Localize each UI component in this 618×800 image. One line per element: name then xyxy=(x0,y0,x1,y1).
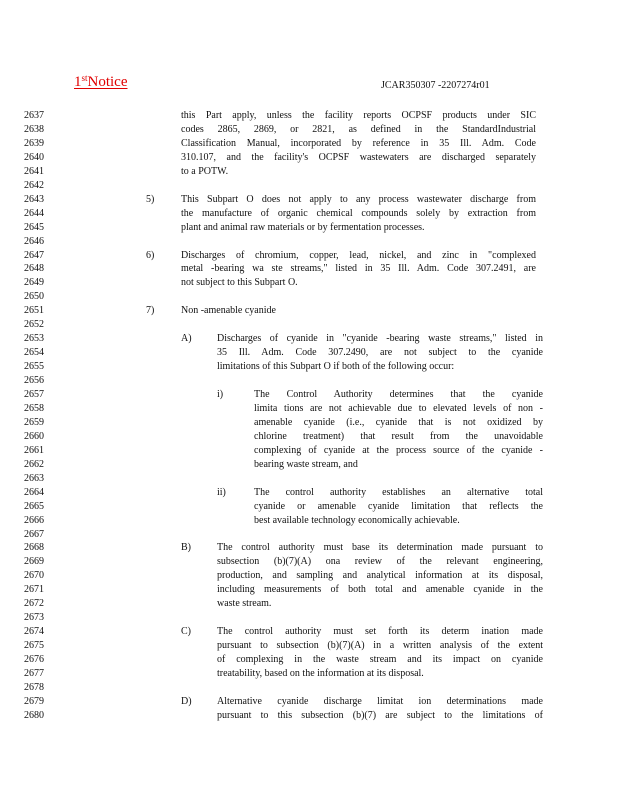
line-number: 2661 xyxy=(24,444,44,456)
paragraph-line: subsection (b)(7)(A) ona review of the relevant engineering, xyxy=(217,556,543,568)
line-number: 2649 xyxy=(24,277,44,289)
line-number: 2677 xyxy=(24,668,44,679)
paragraph-line: Discharges of chromium, copper, lead, nickel, and zinc in "complexed xyxy=(181,249,536,261)
paragraph-line: this Part apply, unless the facility reports OCPSF products under SIC xyxy=(181,110,536,121)
line-number: 2648 xyxy=(24,263,44,275)
line-number: 2643 xyxy=(24,193,44,205)
list-marker: 6) xyxy=(146,249,155,261)
line-number: 2654 xyxy=(24,347,44,359)
paragraph-line: Non -amenable cyanide xyxy=(181,305,276,317)
paragraph-line: including measurements of both total and amenable cyanide in the xyxy=(217,584,543,596)
line-number: 2642 xyxy=(24,179,44,191)
line-number: 2665 xyxy=(24,500,44,512)
paragraph-line: limita tions are not achievable due to elevated levels of non - xyxy=(254,402,543,414)
paragraph-line: treatability, based on the information at its disposal. xyxy=(217,668,424,679)
paragraph-line: bearing waste stream, and xyxy=(254,458,358,470)
paragraph-line: amenable cyanide (i.e., cyanide that is not oxidized by xyxy=(254,416,543,428)
line-number: 2680 xyxy=(24,709,44,721)
paragraph-line: codes 2865, 2869, or 2821, as defined in the StandardIndustrial xyxy=(181,123,536,135)
list-marker: 7) xyxy=(146,305,155,317)
line-number: 2655 xyxy=(24,361,44,373)
line-number: 2669 xyxy=(24,556,44,568)
line-number: 2664 xyxy=(24,486,44,498)
line-number: 2638 xyxy=(24,123,44,135)
line-number: 2659 xyxy=(24,416,44,428)
paragraph-line: of complexing in the waste stream and its impact on cyanide xyxy=(217,654,543,666)
line-number: 2668 xyxy=(24,542,44,554)
line-number: 2662 xyxy=(24,458,44,470)
paragraph-line: 35 Ill. Adm. Code 307.2490, are not subject to the cyanide xyxy=(217,347,543,359)
paragraph-line: cyanide or amenable cyanide limitation that reflects the xyxy=(254,500,543,512)
line-number: 2671 xyxy=(24,584,44,596)
line-number: 2678 xyxy=(24,681,44,693)
paragraph-line: production, and sampling and analytical information at its disposal, xyxy=(217,570,543,582)
paragraph-line: plant and animal raw materials or by fermentation processes. xyxy=(181,221,425,233)
paragraph-line: The control authority must set forth its determ ination made xyxy=(217,626,543,638)
line-number: 2640 xyxy=(24,151,44,163)
line-number: 2672 xyxy=(24,598,44,610)
list-marker: D) xyxy=(181,695,192,707)
line-number: 2656 xyxy=(24,375,44,387)
list-marker: i) xyxy=(217,389,224,400)
line-number: 2637 xyxy=(24,110,44,121)
line-number: 2639 xyxy=(24,137,44,149)
paragraph-line: pursuant to subsection (b)(7)(A) in a written analysis of the extent xyxy=(217,640,543,652)
line-number: 2641 xyxy=(24,165,44,177)
paragraph-line: to a POTW. xyxy=(181,165,229,177)
paragraph-line: metal -bearing wa ste streams," listed in 35 Ill. Adm. Code 307.2491, are xyxy=(181,263,536,275)
notice-heading: 1stNotice xyxy=(74,73,128,90)
line-number: 2646 xyxy=(24,235,44,247)
paragraph-line: This Subpart O does not apply to any process wastewater discharge from xyxy=(181,193,536,205)
paragraph-line: The control authority must base its determination made pursuant to xyxy=(217,542,543,554)
line-number: 2679 xyxy=(24,695,44,707)
paragraph-line: The control authority establishes an alternative total xyxy=(254,486,543,498)
line-number: 2670 xyxy=(24,570,44,582)
paragraph-line: Classification Manual, incorporated by reference in 35 Ill. Adm. Code xyxy=(181,137,536,149)
paragraph-line: The Control Authority determines that the cyanide xyxy=(254,389,543,400)
paragraph-line: Alternative cyanide discharge limitat ion determinations made xyxy=(217,695,543,707)
line-number: 2658 xyxy=(24,402,44,414)
document-reference: JCAR350307 -2207274r01 xyxy=(381,80,490,91)
paragraph-line: limitations of this Subpart O if both of the following occur: xyxy=(217,361,455,373)
paragraph-line: Discharges of cyanide in "cyanide -bearing waste streams," listed in xyxy=(217,333,543,345)
paragraph-line: 310.107, and the facility's OCPSF wastewaters are discharged separately xyxy=(181,151,536,163)
line-number: 2650 xyxy=(24,291,44,303)
paragraph-line: pursuant to this subsection (b)(7) are subject to the limitations of xyxy=(217,709,543,721)
list-marker: B) xyxy=(181,542,191,554)
line-number: 2657 xyxy=(24,389,44,400)
line-number: 2673 xyxy=(24,612,44,624)
line-number: 2645 xyxy=(24,221,44,233)
line-number: 2675 xyxy=(24,640,44,652)
line-number: 2647 xyxy=(24,249,44,261)
list-marker: A) xyxy=(181,333,192,345)
line-number: 2652 xyxy=(24,319,44,331)
line-number: 2644 xyxy=(24,207,44,219)
paragraph-line: chlorine treatment) that result from the unavoidable xyxy=(254,430,543,442)
list-marker: C) xyxy=(181,626,191,638)
line-number: 2651 xyxy=(24,305,44,317)
paragraph-line: best available technology economically achievable. xyxy=(254,514,460,526)
list-marker: 5) xyxy=(146,193,155,205)
line-number: 2660 xyxy=(24,430,44,442)
line-number: 2674 xyxy=(24,626,44,638)
paragraph-line: waste stream. xyxy=(217,598,272,610)
line-number: 2676 xyxy=(24,654,44,666)
line-number: 2666 xyxy=(24,514,44,526)
paragraph-line: the manufacture of organic chemical compounds solely by extraction from xyxy=(181,207,536,219)
paragraph-line: complexing of cyanide at the process source of the cyanide - xyxy=(254,444,543,456)
list-marker: ii) xyxy=(217,486,226,498)
line-number: 2667 xyxy=(24,528,44,540)
line-number: 2653 xyxy=(24,333,44,345)
paragraph-line: not subject to this Subpart O. xyxy=(181,277,298,289)
line-number: 2663 xyxy=(24,472,44,484)
